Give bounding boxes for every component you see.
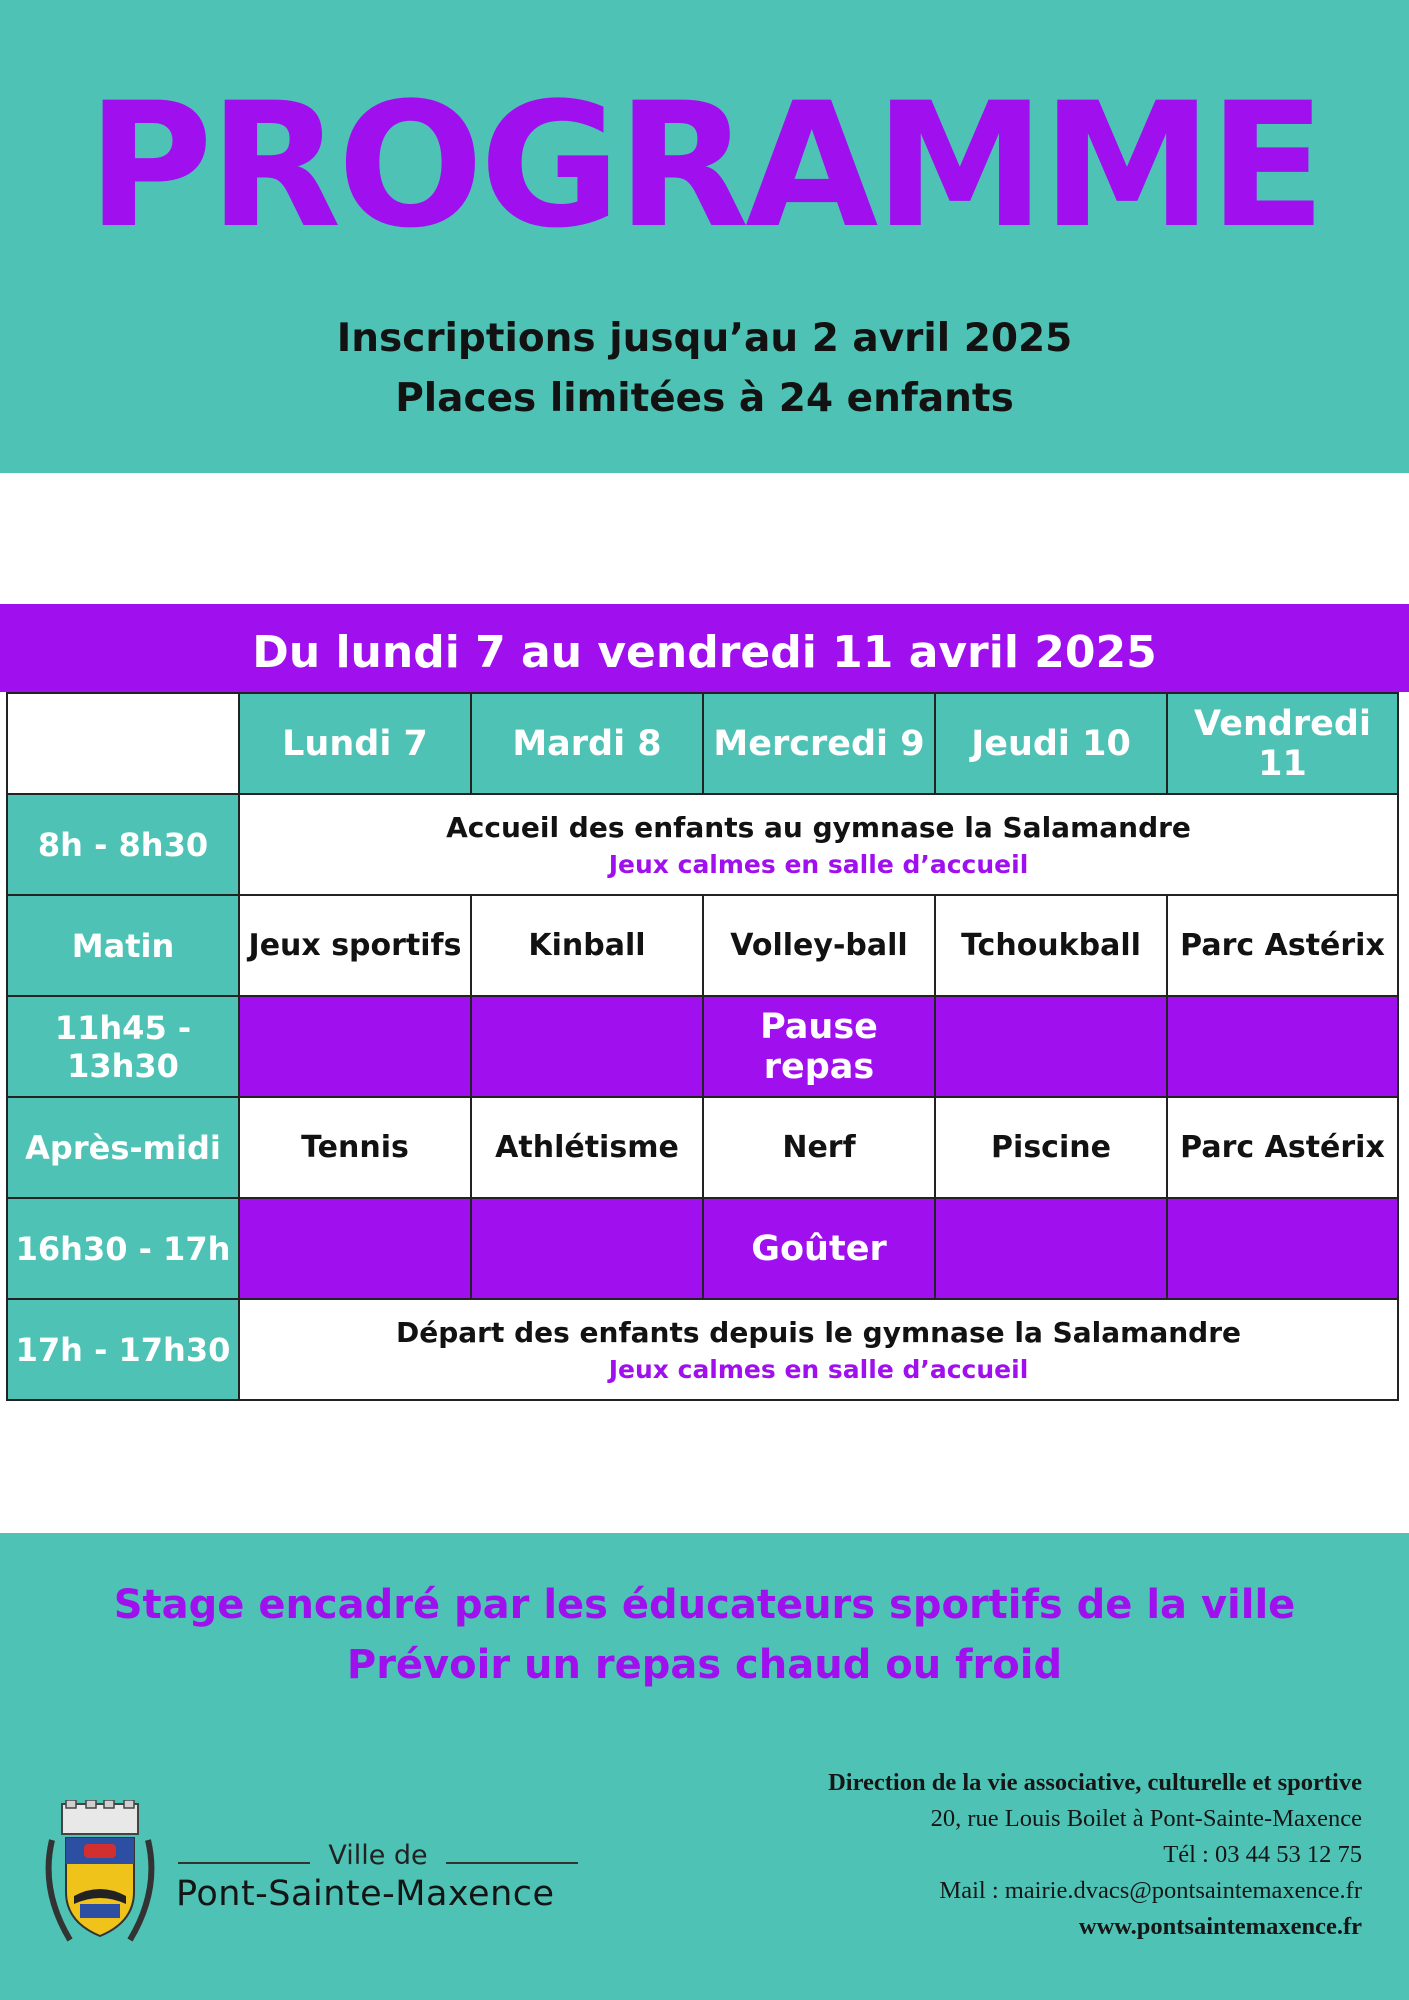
table-row-afternoon	[7, 1097, 1398, 1198]
activity-cell: Tennis	[239, 1097, 471, 1198]
divider-right	[446, 1862, 578, 1864]
day-header: Vendredi 11	[1167, 693, 1398, 794]
registration-deadline: Inscriptions jusqu’au 2 avril 2025	[336, 316, 1073, 361]
arrival-subtext: Jeux calmes en salle d’accueil	[608, 849, 1029, 879]
contact-block	[828, 1765, 1362, 1945]
snack-cell	[239, 1198, 471, 1299]
lunch-cell	[935, 996, 1167, 1097]
table-row-days	[7, 693, 1398, 794]
corner-cell	[7, 693, 239, 794]
date-range-banner: Du lundi 7 au vendredi 11 avril 2025	[0, 604, 1409, 692]
time-label: Matin	[7, 895, 239, 996]
places-limit: Places limitées à 24 enfants	[395, 376, 1014, 421]
website: www.pontsaintemaxence.fr	[1078, 1913, 1362, 1940]
activity-cell: Nerf	[703, 1097, 935, 1198]
table-row-arrival	[7, 794, 1398, 895]
snack-label: Goûter	[703, 1198, 935, 1299]
day-header: Mercredi 9	[703, 693, 935, 794]
day-header: Jeudi 10	[935, 693, 1167, 794]
activity-cell: Volley-ball	[703, 895, 935, 996]
lunch-label: Pause repas	[703, 996, 935, 1097]
email: Mail : mairie.dvacs@pontsaintemaxence.fr	[939, 1877, 1362, 1904]
schedule-table	[6, 692, 1399, 1401]
table-row-departure	[7, 1299, 1398, 1400]
time-label: Après-midi	[7, 1097, 239, 1198]
lunch-cell	[239, 996, 471, 1097]
activity-cell: Tchoukball	[935, 895, 1167, 996]
table-row-lunch	[7, 996, 1398, 1097]
page-title: PROGRAMME	[86, 65, 1323, 266]
arrival-text: Accueil des enfants au gymnase la Salamandre	[446, 810, 1191, 844]
supervision-note: Stage encadré par les éducateurs sportifs de la ville	[113, 1582, 1296, 1628]
activity-cell: Athlétisme	[471, 1097, 703, 1198]
activity-cell: Jeux sportifs	[239, 895, 471, 996]
table-row-snack	[7, 1198, 1398, 1299]
snack-cell	[471, 1198, 703, 1299]
time-label: 16h30 - 17h	[7, 1198, 239, 1299]
city-coat-of-arms-icon	[40, 1800, 160, 1950]
day-header: Lundi 7	[239, 693, 471, 794]
departure-subtext: Jeux calmes en salle d’accueil	[608, 1354, 1029, 1384]
table-row-morning	[7, 895, 1398, 996]
time-label: 11h45 - 13h30	[7, 996, 239, 1097]
city-name: Pont-Sainte-Maxence	[176, 1874, 555, 1914]
department-name: Direction de la vie associative, culturelle et sportive	[828, 1769, 1362, 1796]
ville-de-text: Ville de	[328, 1840, 428, 1871]
departure-cell	[239, 1299, 1398, 1400]
time-label: 8h - 8h30	[7, 794, 239, 895]
time-label: 17h - 17h30	[7, 1299, 239, 1400]
meal-note: Prévoir un repas chaud ou froid	[346, 1642, 1063, 1688]
activity-cell: Parc Astérix	[1167, 1097, 1398, 1198]
lunch-cell	[471, 996, 703, 1097]
snack-cell	[935, 1198, 1167, 1299]
day-header: Mardi 8	[471, 693, 703, 794]
activity-cell: Piscine	[935, 1097, 1167, 1198]
address: 20, rue Louis Boilet à Pont-Sainte-Maxence	[930, 1805, 1362, 1832]
snack-cell	[1167, 1198, 1398, 1299]
lunch-cell	[1167, 996, 1398, 1097]
arrival-cell	[239, 794, 1398, 895]
phone: Tél : 03 44 53 12 75	[1163, 1841, 1362, 1868]
activity-cell: Parc Astérix	[1167, 895, 1398, 996]
activity-cell: Kinball	[471, 895, 703, 996]
departure-text: Départ des enfants depuis le gymnase la Salamandre	[396, 1315, 1241, 1349]
